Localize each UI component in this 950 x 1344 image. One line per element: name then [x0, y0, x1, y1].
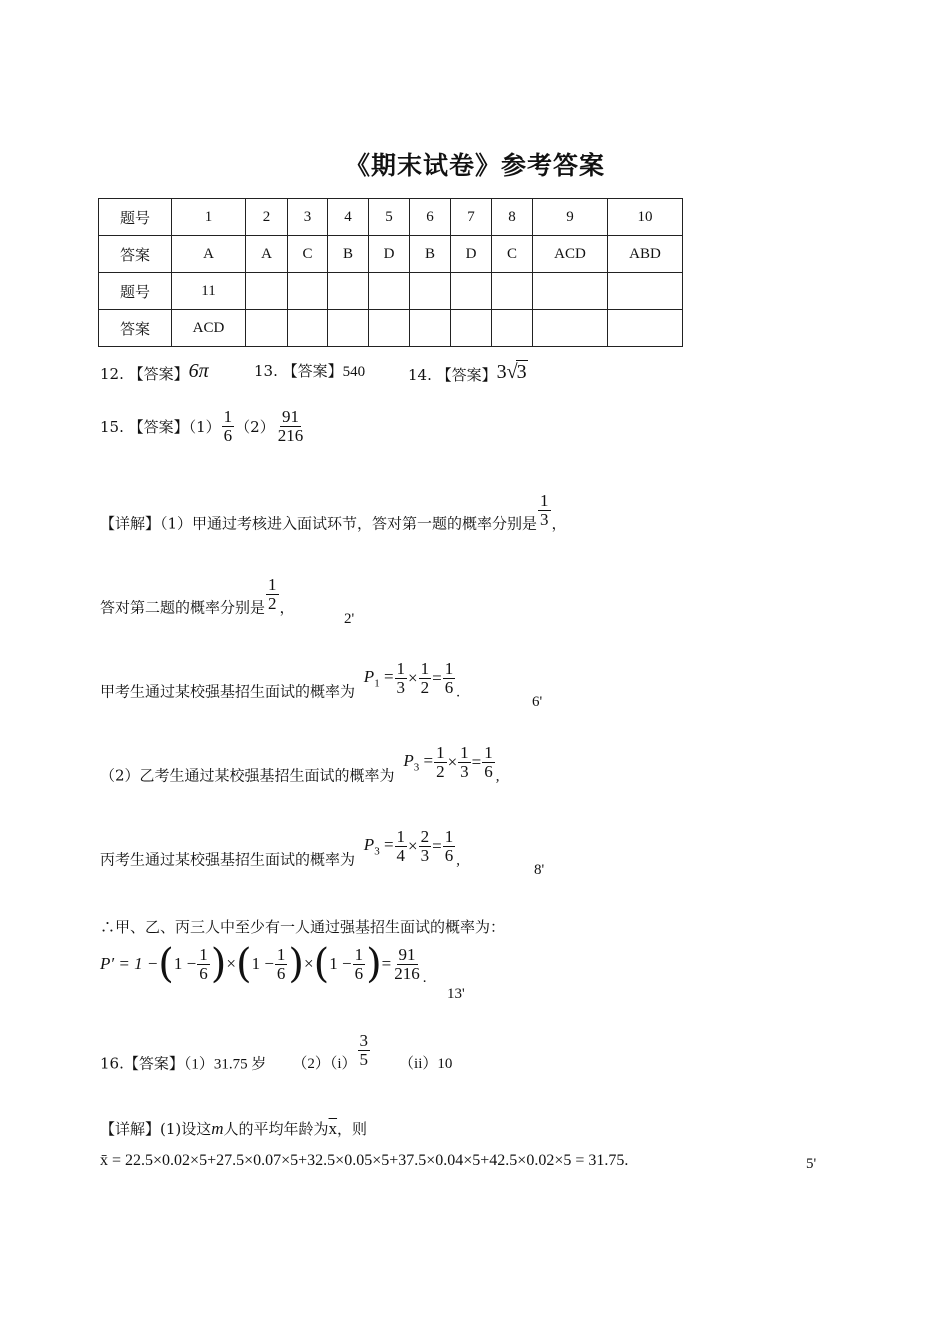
answer-13: 13. 【答案】540: [254, 362, 366, 380]
answer-16: 16.【答案】（1）31.75 岁 （2）（i） $\frac{3}{5}$ （ii）10: [100, 1031, 453, 1073]
detail-15-line5: 丙考生通过某校强基招生面试的概率为 $P_3$ = $\frac{1}{4}$ × $\frac{2}{3}$ = $\frac{1}{6}$ ,: [100, 827, 460, 869]
score-mark: 5': [806, 1156, 817, 1172]
detail-15-line4: （2）乙考生通过某校强基招生面试的概率为 $P_3$ = $\frac{1}{2}$ × $\frac{1}{3}$ = $\frac{1}{6}$ ,: [100, 743, 500, 785]
table-row: 答案 A A C B D B D C ACD ABD: [99, 236, 683, 273]
table-row: 答案 ACD: [99, 310, 683, 347]
detail-15-line7: P′ = 1 −(1 − $\frac{1}{6}$ )×(1 − $\frac{1}{6}$ )×(1 − $\frac{1}{6}$ )= $\frac{91}{216}$ .: [100, 941, 427, 987]
score-mark: 8': [534, 862, 545, 878]
score-mark: 6': [532, 694, 543, 710]
page-title: 《期末试卷》参考答案: [344, 151, 605, 180]
score-mark: 2': [344, 611, 355, 627]
table-row: 题号 1 2 3 4 5 6 7 8 9 10: [99, 199, 683, 236]
answer-12: 12. 【答案】6π: [100, 360, 209, 383]
detail-16-line2: x̄ = 22.5×0.02×5+27.5×0.07×5+32.5×0.05×5+37.5×0.04×5+42.5×0.02×5 = 31.75.: [100, 1152, 629, 1169]
detail-15-line2: 答对第二题的概率分别是 $\frac{1}{2}$ ，: [100, 575, 295, 617]
detail-15-line1: 【详解】（1）甲通过考核进入面试环节，答对第一题的概率分别是 $\frac{1}{3}$ ，: [100, 491, 567, 533]
answer-table: [98, 198, 683, 347]
answer-14: 14. 【答案】3√3: [408, 361, 527, 384]
answer-15: 15. 【答案】（1） $\frac{1}{6}$ （2） $\frac{91}{216}$: [100, 407, 304, 445]
score-mark: 13': [447, 986, 465, 1002]
detail-15-line3: 甲考生通过某校强基招生面试的概率为 $P_1$ = $\frac{1}{3}$ × $\frac{1}{2}$ = $\frac{1}{6}$ .: [100, 659, 460, 701]
table-row: 题号 11: [99, 273, 683, 310]
detail-16-line1: 【详解】(1)设这m人的平均年龄为$\overline{x}$，则: [100, 1119, 368, 1138]
detail-15-line6: ∴甲、乙、丙三人中至少有一人通过强基招生面试的概率为：: [100, 918, 506, 936]
